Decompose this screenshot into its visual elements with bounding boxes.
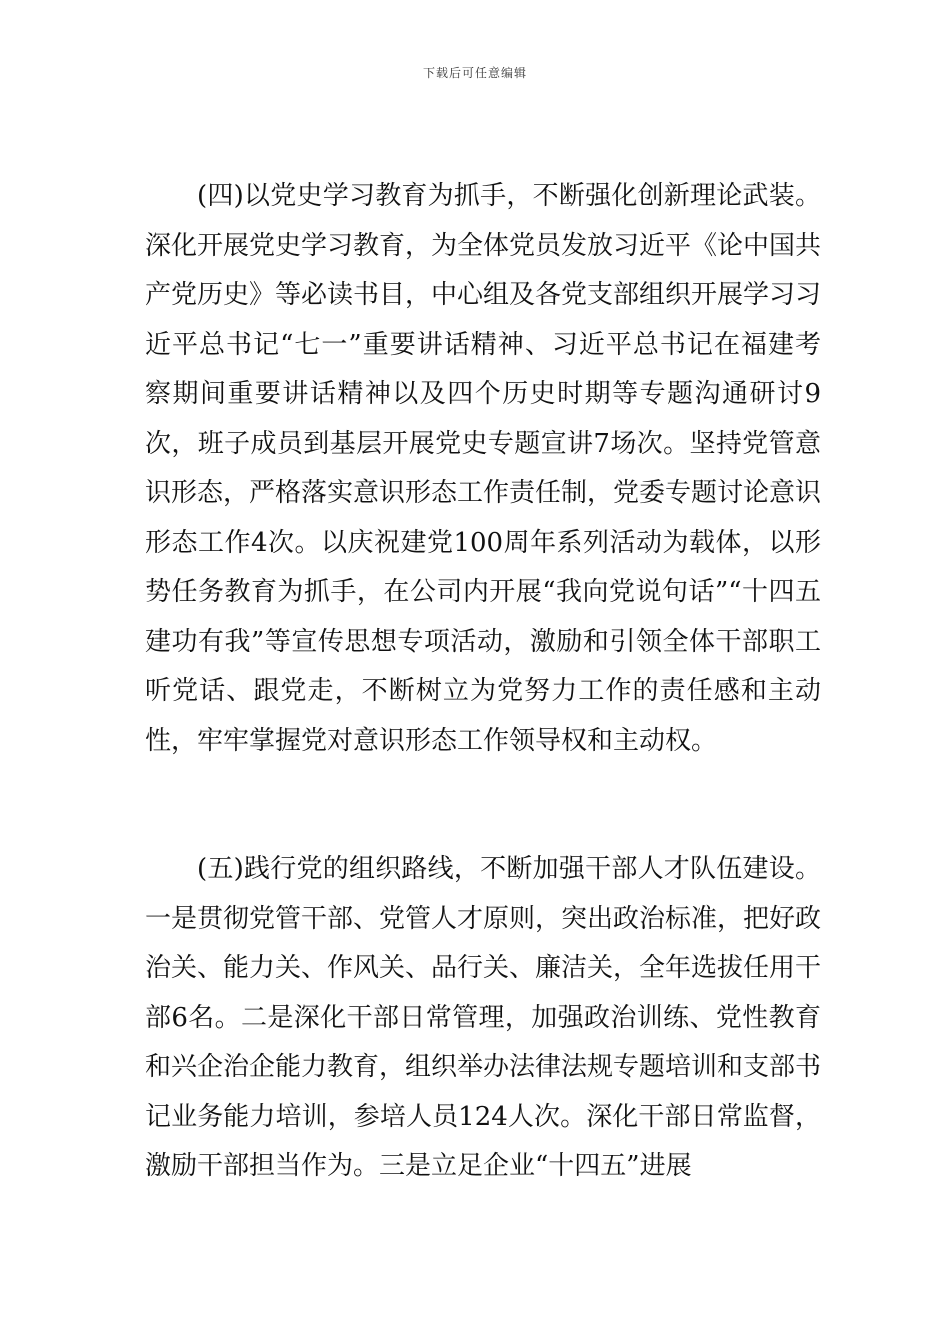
page-header-note: 下载后可任意编辑: [422, 66, 527, 80]
paragraph-cadre-team-building: (五)践行党的组织路线，不断加强干部人才队伍建设。一是贯彻党管干部、党管人才原则，突出政治标准，把好政治关、能力关、作风关、品行关、廉洁关，全年选拔任用干部6名。二是深化干部日常管理，加强政治训练、党性教育和兴企治企能力教育，组织举办法律法规专题培训和支部书记业务能力培训，参培人员124人次。深化干部日常监督，激励干部担当作为。三是立足企业“十四五”进展: [145, 854, 822, 1181]
paragraph-party-history-education: (四)以党史学习教育为抓手，不断强化创新理论武装。深化开展党史学习教育，为全体党员发放习近平《论中国共产党历史》等必读书目，中心组及各党支部组织开展学习习近平总书记“七一”重要讲话精神、习近平总书记在福建考察期间重要讲话精神以及四个历史时期等专题沟通研讨9次，班子成员到基层开展党史专题宣讲7场次。坚持党管意识形态，严格落实意识形态工作责任制，党委专题讨论意识形态工作4次。以庆祝建党100周年系列活动为载体，以形势任务教育为抓手，在公司内开展“我向党说句话”“十四五建功有我”等宣传思想专项活动，激励和引领全体干部职工听党话、跟党走，不断树立为党努力工作的责任感和主动性，牢牢掌握党对意识形态工作领导权和主动权。: [145, 181, 822, 756]
